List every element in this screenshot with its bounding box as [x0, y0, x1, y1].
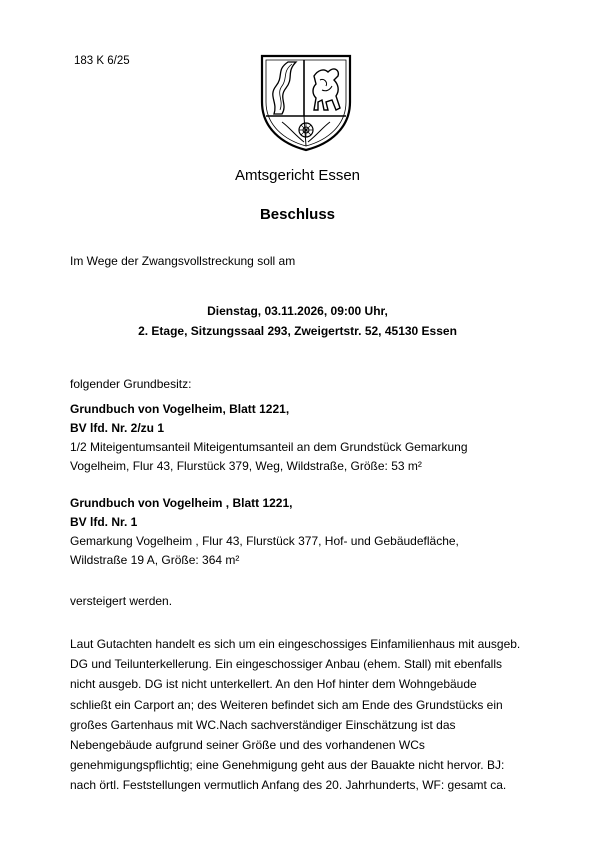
property-intro: folgender Grundbesitz: [70, 377, 192, 391]
appraisal-line: DG und Teilunterkellerung. Ein eingeschossiger Anbau (ehem. Stall) mit ebenfalls [70, 657, 503, 672]
coat-of-arms-icon [254, 50, 358, 154]
parcel-title: Grundbuch von Vogelheim, Blatt 1221, [70, 402, 290, 416]
appraisal-line: großes Gartenhaus mit WC.Nach sachverständiger Einschätzung ist das [70, 717, 456, 732]
parcel-title: Grundbuch von Vogelheim , Blatt 1221, [70, 496, 293, 510]
appointment-date: Dienstag, 03.11.2026, 09:00 Uhr, [207, 304, 388, 318]
appraisal-line: nach örtl. Feststellungen vermutlich Anfang des 20. Jahrhunderts, WF: gesamt ca. [70, 778, 507, 793]
appointment-location: 2. Etage, Sitzungssaal 293, Zweigertstr. 52, 45130 Essen [138, 324, 457, 338]
parcel-bv: BV lfd. Nr. 2/zu 1 [70, 421, 165, 435]
appraisal-line: Nebengebäude aufgrund seiner Größe und des vorhandenen WCs [70, 738, 425, 753]
court-name: Amtsgericht Essen [234, 167, 361, 184]
document-title: Beschluss [259, 206, 336, 223]
parcel-1 [70, 400, 468, 476]
parcel-description: Vogelheim, Flur 43, Flurstück 379, Weg, Wildstraße, Größe: 53 m² [70, 459, 422, 473]
parcel-description: Gemarkung Vogelheim , Flur 43, Flurstück 377, Hof- und Gebäudefläche, [70, 534, 459, 548]
parcel-description: 1/2 Miteigentumsanteil Miteigentumsanteil an dem Grundstück Gemarkung [70, 440, 468, 454]
case-number: 183 K 6/25 [74, 55, 130, 67]
parcel-bv: BV lfd. Nr. 1 [70, 515, 138, 529]
appraisal-line: genehmigungspflichtig; eine Genehmigung geht aus der Bauakte nicht hervor. BJ: [70, 758, 505, 773]
parcel-2 [70, 494, 459, 570]
intro-text: Im Wege der Zwangsvollstreckung soll am [70, 254, 296, 268]
appraisal-paragraph [70, 634, 520, 796]
parcel-description: Wildstraße 19 A, Größe: 364 m² [70, 553, 240, 567]
appraisal-line: nicht ausgeb. DG ist nicht unterkellert. An den Hof hinter dem Wohngebäude [70, 677, 477, 692]
auction-text: versteigert werden. [70, 594, 173, 608]
appraisal-line: Laut Gutachten handelt es sich um ein eingeschossiges Einfamilienhaus mit ausgeb. [70, 637, 521, 651]
appraisal-line: schließt ein Carport an; des Weiteren befindet sich am Ende des Grundstücks ein [70, 697, 503, 712]
